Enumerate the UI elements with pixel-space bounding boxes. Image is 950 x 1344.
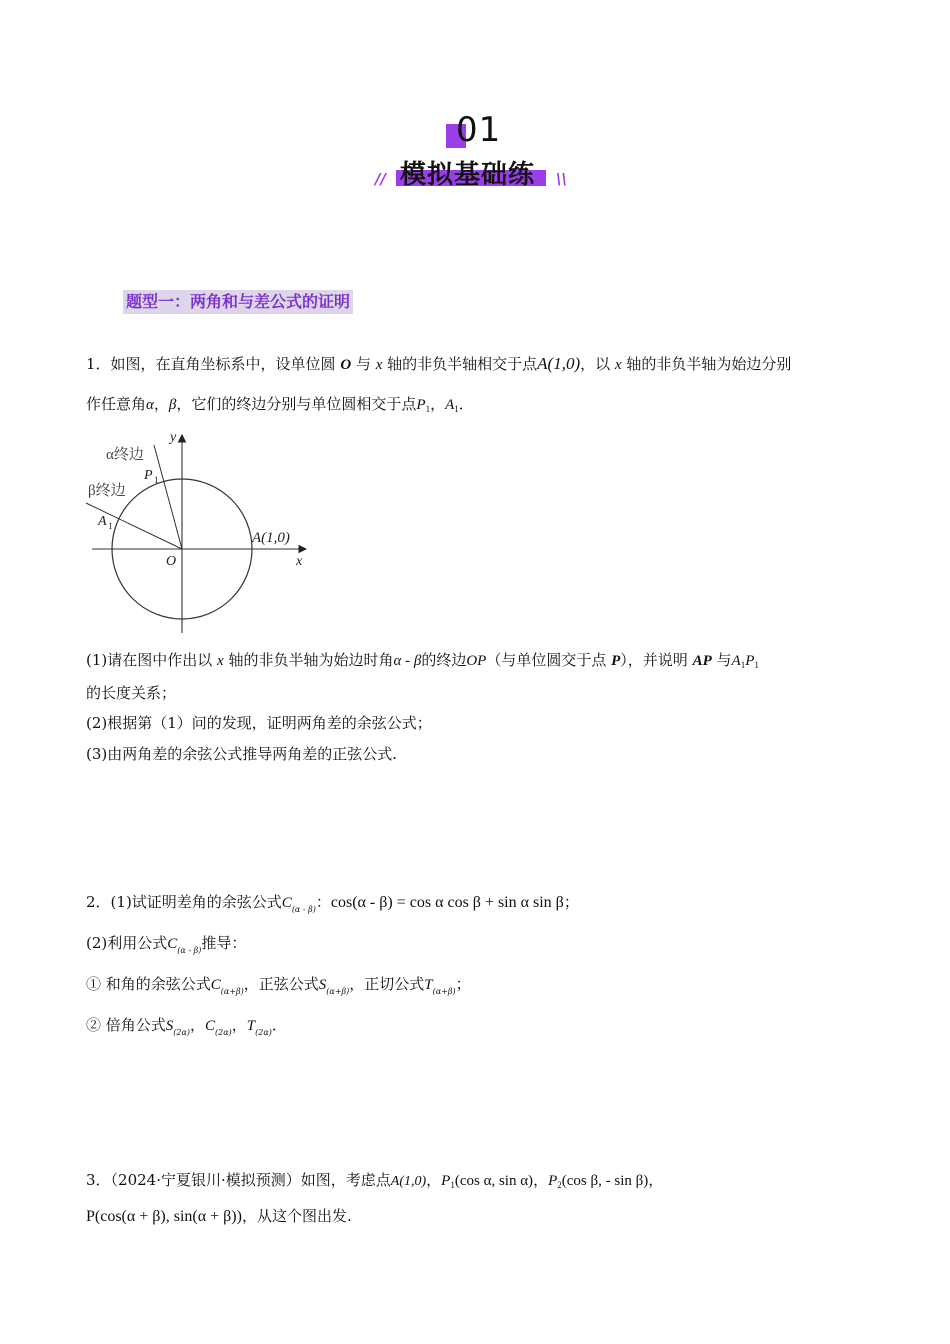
problem1-q1: (1)请在图中作出以 x 轴的非负半轴为始边时角α - β的终边OP（与单位圆交于点 P），并说明 AP 与$A_1P_1$ [86,651,759,670]
problem1-q3: (3)由两角差的余弦公式推导两角差的正弦公式. [86,745,398,763]
label-beta-edge: β终边 [88,483,126,499]
problem3-line2: P(cos(α + β), sin(α + β))，从这个图出发. [86,1207,352,1225]
label-P1: P [144,468,153,483]
point-A: A(1,0) [537,354,581,373]
label-origin: O [166,554,177,569]
header-number: 01 [456,110,502,150]
problem1-line1: 1．如图，在直角坐标系中，设单位圆 O 与 x 轴的非负半轴相交于点A(1,0)，以 x 轴的非负半轴为始边分别 [86,354,792,373]
label-P1-sub: 1 [154,475,159,485]
label-A1-sub: 1 [108,521,113,531]
section-title: 题型一：两角和与差公式的证明 [123,290,353,314]
problem2-line1: 2．(1)试证明差角的余弦公式$C_{(\alpha - \beta)}$：cos(α - β) = cos α cos β + sin α sin β； [86,893,579,914]
header-title: 模拟基础练 [400,160,536,190]
header-right-mark: \\ [556,170,567,188]
problem2-line4: ② 倍角公式$S_{(2\alpha)}$，$C_{(2\alpha)}$，$T_{(2\alpha)}$． [86,1016,287,1037]
label-alpha-edge: α终边 [106,447,144,463]
unit-circle-figure [80,425,340,640]
label-A1: A [98,514,107,529]
header-left-mark: // [375,170,386,188]
problem3-line1: 3．（2024·宁夏银川·模拟预测）如图，考虑点A(1,0)，$P_1(\cos$ α, sin α)，$P_2(\cos$ β, - sin β)， [86,1171,664,1190]
problem1-line2: 作任意角α，β，它们的终边分别与单位圆相交于点$P_1$，$A_1$． [86,395,474,414]
alpha-terminal-side [154,445,182,549]
label-x: x [296,554,303,569]
label-A: A(1,0) [252,530,290,546]
problem2-line2: (2)利用公式$C_{(\alpha - \beta)}$推导： [86,934,247,955]
label-y: y [170,430,177,445]
problem1-q1-cont: 的长度关系； [86,684,177,702]
problem2-line3: ① 和角的余弦公式$C_{(\alpha+\beta)}$，正弦公式$S_{(\alpha+\beta)}$，正切公式$T_{(\alpha+\beta)}$； [86,975,471,996]
problem1-q2: (2)根据第（1）问的发现，证明两角差的余弦公式； [86,714,432,732]
cosine-difference-formula: cos(α - β) = cos α cos β + sin α sin β [330,894,564,911]
